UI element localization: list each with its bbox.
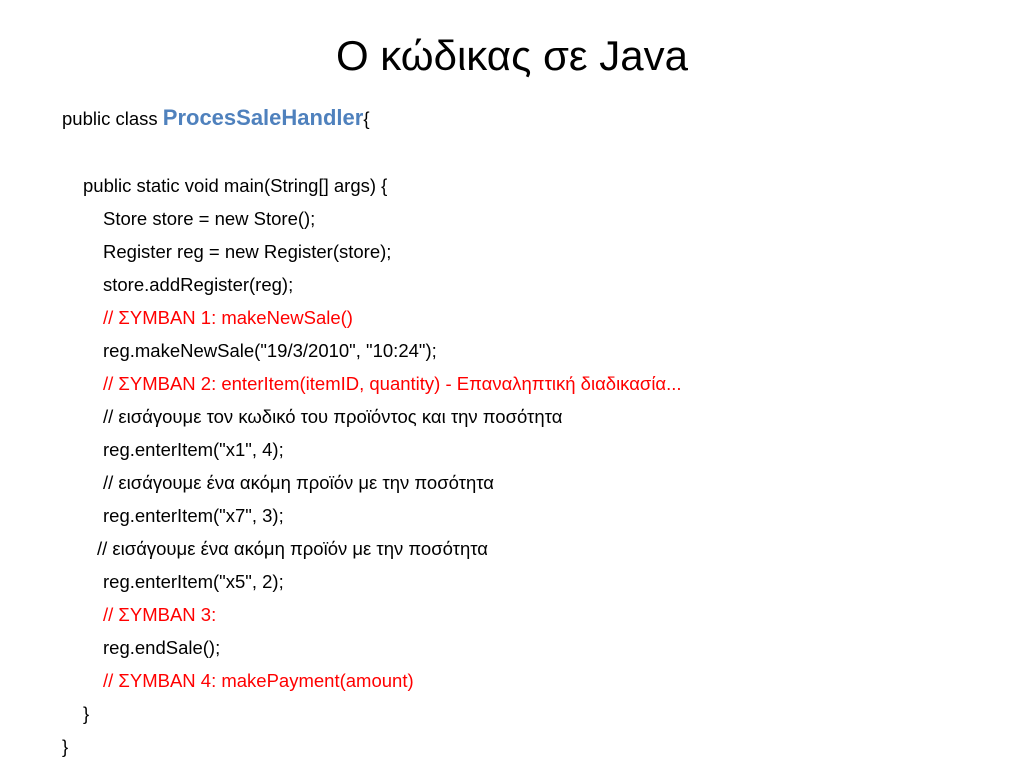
comment-enter-another-product: // εισάγουμε ένα ακόμη προϊόν με την ποσότητα xyxy=(103,472,494,493)
class-brace: { xyxy=(363,108,370,129)
slide-title: Ο κώδικας σε Java xyxy=(335,32,689,79)
comment-enter-product-code: // εισάγουμε τον κωδικό του προϊόντος και την ποσότητα xyxy=(103,406,563,427)
code-line-enter-item-x5: reg.enterItem("x5", 2); xyxy=(103,571,284,592)
class-declaration-line xyxy=(62,106,370,131)
comment-event-1: // ΣΥΜΒΑΝ 1: makeNewSale() xyxy=(103,307,353,328)
code-line-store: Store store = new Store(); xyxy=(103,208,316,229)
comment-event-3: // ΣΥΜΒΑΝ 3: xyxy=(103,604,217,625)
code-line-end-sale: reg.endSale(); xyxy=(103,637,221,658)
method-closing-brace: } xyxy=(83,703,90,724)
code-line-register: Register reg = new Register(store); xyxy=(103,241,392,262)
code-line-main: public static void main(String[] args) { xyxy=(83,175,388,196)
code-line-make-new-sale: reg.makeNewSale("19/3/2010", "10:24"); xyxy=(103,340,437,361)
comment-enter-another-product-2: // εισάγουμε ένα ακόμη προϊόν με την ποσότητα xyxy=(97,538,488,559)
class-closing-brace: } xyxy=(62,736,69,757)
class-prefix: public class xyxy=(62,108,163,129)
code-line-enter-item-x1: reg.enterItem("x1", 4); xyxy=(103,439,284,460)
code-line-enter-item-x7: reg.enterItem("x7", 3); xyxy=(103,505,284,526)
comment-event-4: // ΣΥΜΒΑΝ 4: makePayment(amount) xyxy=(103,670,414,691)
comment-event-2: // ΣΥΜΒΑΝ 2: enterItem(itemID, quantity) - Επαναληπτική διαδικασία... xyxy=(103,373,682,394)
code-line-add-register: store.addRegister(reg); xyxy=(103,274,294,295)
class-name: ProcesSaleHandler xyxy=(162,105,364,130)
